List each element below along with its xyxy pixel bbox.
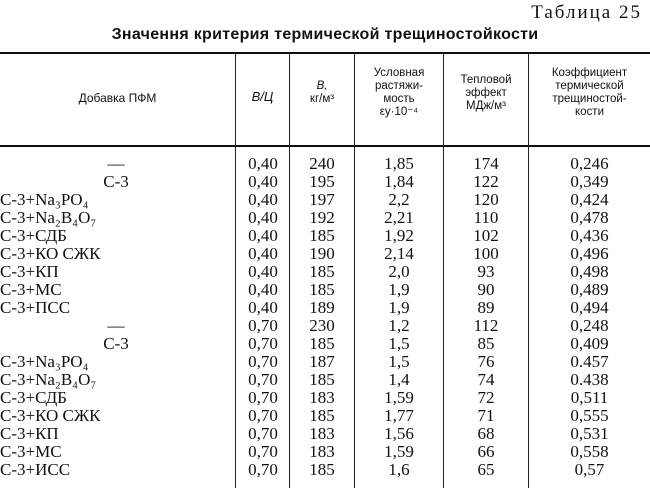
table-title: Значення критерия термической трещиностойкости: [111, 26, 539, 43]
header-water: [290, 80, 354, 106]
water-cell: 240: [309, 154, 335, 173]
header-water-line: кг/м³: [309, 93, 335, 105]
table-row: [0, 209, 650, 227]
coef-cell: 0,409: [570, 334, 609, 353]
wc-cell: 0,40: [248, 244, 278, 263]
heat-cell: 90: [477, 280, 495, 299]
table-row: [0, 335, 650, 353]
table-row: [0, 263, 650, 281]
wc-cell: 0,70: [248, 424, 278, 443]
water-cell: 185: [309, 262, 335, 281]
additive-cell: С-3+КП: [0, 262, 59, 281]
strain-cell: 1,59: [384, 442, 414, 461]
coef-cell: 0,57: [574, 460, 605, 479]
heat-cell: 74: [477, 370, 495, 389]
heat-cell: 102: [473, 226, 499, 245]
wc-cell: 0,70: [248, 334, 278, 353]
strain-cell: 2,2: [388, 190, 410, 209]
strain-cell: 1,5: [388, 352, 410, 371]
heat-cell: 71: [477, 406, 495, 425]
heat-cell: 76: [477, 352, 495, 371]
wc-cell: 0,40: [248, 172, 278, 191]
table-row: [0, 461, 650, 479]
coef-cell: 0.438: [570, 370, 609, 389]
coef-cell: 0,511: [570, 388, 609, 407]
table-row: [0, 227, 650, 245]
table-number: Таблица 25: [531, 2, 642, 23]
strain-cell: 1,85: [384, 154, 414, 173]
table-row: [0, 299, 650, 317]
header-heat-line: эффект: [465, 87, 507, 99]
additive-cell: С-3+СДБ: [0, 226, 67, 245]
additive-cell: С-3+Na₃PO₄: [0, 352, 89, 371]
additive-cell: С-3+Na₂B₄O₇: [0, 370, 97, 389]
coef-cell: 0,349: [570, 172, 609, 191]
wc-cell: 0,40: [248, 208, 278, 227]
strain-cell: 2,0: [388, 262, 410, 281]
heat-cell: 100: [473, 244, 499, 263]
additive-cell: С-3+ИСС: [0, 460, 71, 479]
wc-cell: 0,70: [248, 460, 278, 479]
coef-cell: 0.457: [570, 352, 609, 371]
table-row: [0, 443, 650, 461]
additive-cell: С-3+МС: [0, 280, 62, 299]
table-row: [0, 389, 650, 407]
wc-cell: 0,40: [248, 298, 278, 317]
strain-cell: 2,14: [384, 244, 414, 263]
header-additive: Добавка ПФМ: [78, 91, 157, 105]
water-cell: 189: [309, 298, 335, 317]
table-row: [0, 191, 650, 209]
strain-cell: 1,5: [388, 334, 410, 353]
header-coef-line: трещиностой-: [552, 93, 627, 105]
header-coef-line: термической: [555, 80, 624, 92]
wc-cell: 0,40: [248, 280, 278, 299]
header-top-rule: [0, 52, 650, 54]
wc-cell: 0,70: [248, 442, 278, 461]
wc-cell: 0,40: [248, 226, 278, 245]
header-strain: [355, 67, 443, 119]
coef-cell: 0,489: [570, 280, 609, 299]
header-heat-line: Тепловой: [460, 74, 512, 86]
water-cell: 185: [309, 280, 335, 299]
table-row: [0, 407, 650, 425]
table-row: [0, 317, 650, 335]
water-cell: 185: [309, 370, 335, 389]
coef-cell: 0,531: [570, 424, 609, 443]
coef-cell: 0,494: [570, 298, 609, 317]
water-cell: 187: [309, 352, 335, 371]
header-coef-line: кости: [575, 106, 604, 118]
water-cell: 230: [309, 316, 335, 335]
coef-cell: 0,496: [570, 244, 609, 263]
heat-cell: 110: [473, 208, 499, 227]
coef-cell: 0,478: [570, 208, 609, 227]
water-cell: 192: [309, 208, 335, 227]
heat-cell: 72: [477, 388, 495, 407]
coef-cell: 0,424: [570, 190, 609, 209]
heat-cell: 93: [477, 262, 495, 281]
wc-cell: 0,70: [248, 370, 278, 389]
table-row: [0, 173, 650, 191]
additive-cell: С-3+Na₃PO₄: [0, 190, 89, 209]
strain-cell: 1,59: [384, 388, 414, 407]
wc-cell: 0,40: [248, 262, 278, 281]
additive-cell: С-3+Na₂B₄O₇: [0, 208, 97, 227]
coef-cell: 0,248: [570, 316, 609, 335]
additive-cell: С-3+КО СЖК: [0, 244, 101, 263]
header-coef: [529, 67, 650, 119]
strain-cell: 1,4: [388, 370, 410, 389]
header-wc: В/Ц: [251, 89, 274, 104]
table-row: [0, 353, 650, 371]
additive-cell: —: [107, 154, 125, 173]
header-heat-line: МДж/м³: [466, 100, 506, 112]
additive-cell: —: [107, 316, 125, 335]
additive-cell: С-3+МС: [0, 442, 62, 461]
header-heat: [444, 74, 528, 113]
wc-cell: 0,70: [248, 316, 278, 335]
strain-cell: 1,77: [384, 406, 414, 425]
water-cell: 195: [309, 172, 335, 191]
wc-cell: 0,40: [248, 190, 278, 209]
table-row: [0, 155, 650, 173]
water-cell: 185: [309, 406, 335, 425]
strain-cell: 1,84: [384, 172, 414, 191]
strain-cell: 1,9: [388, 280, 410, 299]
coef-cell: 0,555: [570, 406, 609, 425]
water-cell: 183: [309, 388, 335, 407]
heat-cell: 66: [477, 442, 495, 461]
wc-cell: 0,70: [248, 388, 278, 407]
strain-cell: 1,2: [388, 316, 410, 335]
additive-cell: С-3: [103, 172, 129, 191]
additive-cell: С-3+КП: [0, 424, 59, 443]
strain-cell: 1,9: [388, 298, 410, 317]
strain-cell: 1,56: [384, 424, 414, 443]
table-row: [0, 245, 650, 263]
heat-cell: 120: [473, 190, 499, 209]
additive-cell: С-3+СДБ: [0, 388, 67, 407]
header-strain-line: растяжи-: [375, 80, 423, 92]
strain-cell: 1,6: [388, 460, 410, 479]
water-cell: 197: [309, 190, 335, 209]
coef-cell: 0,498: [570, 262, 609, 281]
header-water-line: В,: [316, 80, 328, 92]
table-row: [0, 425, 650, 443]
strain-cell: 1,92: [384, 226, 414, 245]
heat-cell: 68: [477, 424, 495, 443]
water-cell: 185: [309, 460, 335, 479]
table-row: [0, 371, 650, 389]
heat-cell: 85: [477, 334, 495, 353]
additive-cell: С-3+КО СЖК: [0, 406, 101, 425]
heat-cell: 89: [477, 298, 495, 317]
additive-cell: С-3+ПСС: [0, 298, 71, 317]
header-bottom-rule: [0, 145, 650, 147]
wc-cell: 0,70: [248, 406, 278, 425]
water-cell: 183: [309, 442, 335, 461]
water-cell: 185: [309, 226, 335, 245]
coef-cell: 0,246: [570, 154, 609, 173]
header-coef-line: Коэффициент: [551, 67, 628, 79]
header-strain-line: εу·10⁻⁴: [379, 106, 419, 118]
wc-cell: 0,40: [248, 154, 278, 173]
water-cell: 185: [309, 334, 335, 353]
water-cell: 190: [309, 244, 335, 263]
water-cell: 183: [309, 424, 335, 443]
wc-cell: 0,70: [248, 352, 278, 371]
table-body: [0, 155, 650, 479]
heat-cell: 174: [473, 154, 499, 173]
heat-cell: 122: [473, 172, 499, 191]
heat-cell: 112: [473, 316, 499, 335]
header-strain-line: Условная: [373, 67, 425, 79]
strain-cell: 2,21: [384, 208, 414, 227]
header-strain-line: мость: [383, 93, 415, 105]
table-row: [0, 281, 650, 299]
coef-cell: 0,436: [570, 226, 609, 245]
additive-cell: С-3: [103, 334, 129, 353]
coef-cell: 0,558: [570, 442, 609, 461]
heat-cell: 65: [477, 460, 495, 479]
